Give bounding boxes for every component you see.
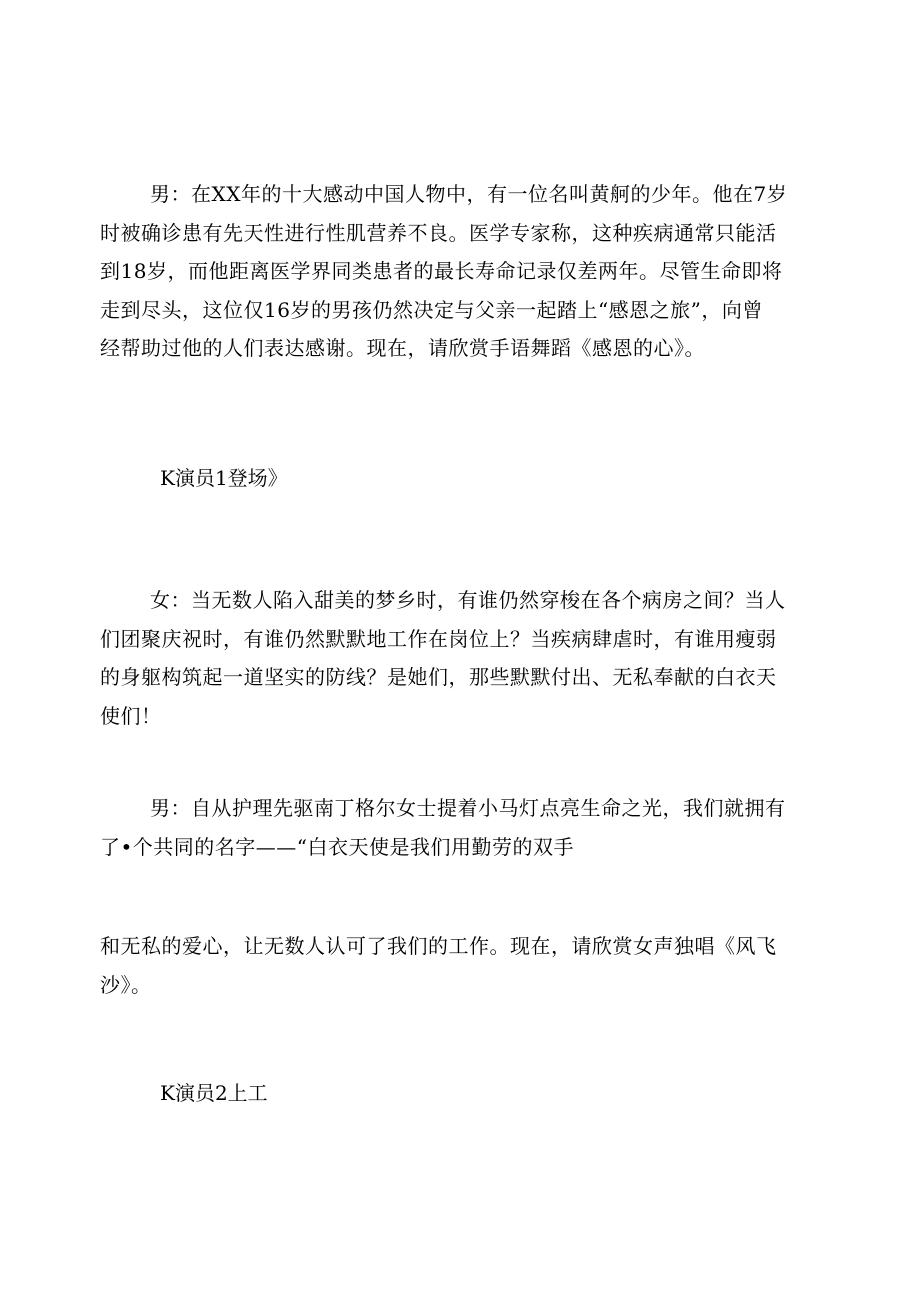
text-line: 到18岁，而他距离医学界同类患者的最长寿命记录仅差两年。尽管生命即将 [100,259,783,283]
text-line: 时被确诊患有先天性进行性肌营养不良。医学专家称，这种疾病通常只能活 [100,220,777,245]
stage-direction-1: K演员1登场》 [160,466,288,490]
text-line: 沙》。 [100,972,152,997]
text-line: 走到尽头，这位仅16岁的男孩仍然决定与父亲一起踏上“感恩之旅”，向曾 [100,297,763,322]
paragraph-male-2 [100,789,825,866]
paragraph-male-intro-1 [100,175,825,368]
paragraph-male-2-continued [100,927,825,1004]
text-line: 们团聚庆祝时，有谁仍然默默地工作在岗位上？当疾病肆虐时，有谁用瘦弱 [100,626,777,651]
text-line: 了•个共同的名字——“白衣天使是我们用勤劳的双手 [100,834,575,859]
text-line: 使们！ [100,703,162,728]
text-line: 男：自从护理先驱南丁格尔女士提着小马灯点亮生命之光，我们就拥有 [150,796,786,820]
text-line: 和无私的爱心，让无数人认可了我们的工作。现在，请欣赏女声独唱《风飞 [100,934,777,958]
text-line: 女：当无数人陷入甜美的梦乡时，有谁仍然穿梭在各个病房之间？当人 [150,588,786,612]
text-line: 男：在XX年的十大感动中国人物中，有一位名叫黄舸的少年。他在7岁 [150,182,788,206]
text-line: 经帮助过他的人们表达感谢。现在，请欣赏手语舞蹈《感恩的心》。 [100,336,705,360]
text-line: 的身躯构筑起一道坚实的防线？是她们，那些默默付出、无私奉献的白衣天 [100,665,777,689]
paragraph-female-1 [100,581,825,735]
stage-direction-2: K演员2上工 [160,1081,268,1105]
